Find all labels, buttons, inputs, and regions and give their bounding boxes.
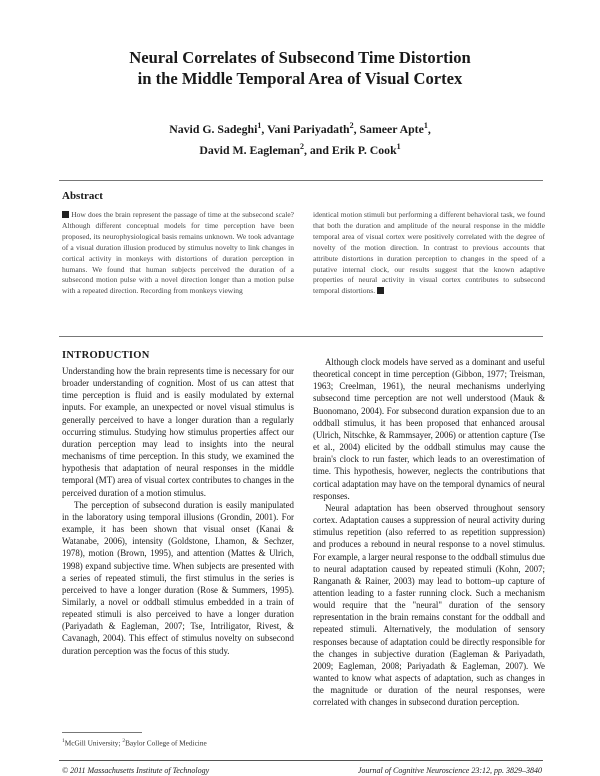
abstract-text-right: identical motion stimuli but performing a different behavioral task, we found that both the duration and amplitude of the neural response in the middle temporal area of visual cortex were positively correlated with the degree of novelty of the motion direction. In contrast to previous accounts that attribute distortions in duration perception to changes in the speed of a putative internal clock, our results suggest that the known adaptive properties of neural activity in visual cortex contributes to subsecond temporal distortions. xyxy=(313,210,545,296)
footnote-mark: 2 xyxy=(122,738,126,744)
author-separator: , xyxy=(353,121,360,136)
author-name: Vani Pariyadath xyxy=(267,121,350,136)
journal-citation: Journal of Cognitive Neuroscience 23:12, pp. 3829–3840 xyxy=(357,766,542,775)
footnote-rule xyxy=(62,732,142,733)
footer-rule xyxy=(59,760,543,761)
author-separator: , xyxy=(427,121,431,136)
abstract-bottom-rule xyxy=(59,336,543,337)
abstract-heading: Abstract xyxy=(62,190,103,202)
abstract-start-square-icon xyxy=(62,211,69,218)
author-list xyxy=(60,117,540,159)
affiliation-mark: 2 xyxy=(299,141,304,151)
affiliation-mark: 2 xyxy=(349,121,354,130)
author-name: David M. Eagleman xyxy=(199,142,300,157)
author-name: Erik P. Cook xyxy=(331,142,397,157)
affiliation-mark: 1 xyxy=(423,121,428,130)
title-line: Neural Correlates of Subsecond Time Distortion xyxy=(129,48,471,67)
affiliation-footnote xyxy=(62,738,207,747)
paragraph: Although clock models have served as a dominant and useful theoretical concept in time perception (Gibbon, 1977; Treisman, 1963; Creelman, 1961), the neural mechanisms underlying subsecond time perception are not well understood (Mauk & Buonomano, 2004). For subsecond duration expansion due to an oddball stimulus, it has been proposed that enhanced arousal (Ulrich, Nitschke, & Rammsayer, 2006) or attention capture (Tse et al., 2004) elicited by the oddball stimulus may cause the brain's clock to run faster, which leads to an overestimation of time. This hypothesis, however, neglects the contributions that cortical adaptation may have on the temporal dynamics of neural responses. xyxy=(313,357,545,501)
body-column-right xyxy=(313,356,545,709)
footnote-text: Baylor College of Medicine xyxy=(125,738,207,748)
section-heading-introduction: INTRODUCTION xyxy=(62,350,150,361)
body-column-left xyxy=(62,365,294,657)
abstract-column-left xyxy=(62,210,294,297)
abstract-end-square-icon xyxy=(377,287,384,294)
author-separator: , xyxy=(261,121,268,136)
paragraph: Neural adaptation has been observed throughout sensory cortex. Adaptation causes a suppression of neural activity during stimulus repetition (also referred to as repetition suppression) and produces a rebound in neural response to a novel stimulus. For example, a larger neural response to the oddball stimulus due to neural adaptation caused by repeated stimuli (Kohn, 2007; Ranganath & Rainer, 2003) may lead to bottom–up capture of attention leading to a faster running clock. Such a mechanism would require that the "neural" duration of the sensory representation in the brain remains constant for the oddball and repeated stimuli. Alternatively, the modulation of sensory responses because of adaptation could be directly responsible for the changes in subjective duration (Eagleman & Pariyadath, 2009; Eagleman, 2008; Pariyadath & Eagleman, 2007). We wanted to know what aspects of adaptation, such as changes in the magnitude or duration of the neural responses, were correlated with changes in subsecond duration perception. xyxy=(313,502,545,708)
title-line: in the Middle Temporal Area of Visual Cortex xyxy=(137,69,463,88)
copyright-notice: © 2011 Massachusetts Institute of Technology xyxy=(62,766,210,775)
author-name: Navid G. Sadeghi xyxy=(169,121,258,136)
abstract-column-right xyxy=(313,210,545,297)
affiliation-mark: 1 xyxy=(396,141,401,151)
author-separator: , and xyxy=(303,142,332,157)
affiliation-mark: 1 xyxy=(257,121,262,130)
paragraph: The perception of subsecond duration is easily manipulated in the laboratory using temporal illusions (Grondin, 2001). For example, it has been shown that visual onset (Kanai & Watanabe, 2006), intensity (Goldstone, Lhamon, & Sechzer, 1978), motion (Brown, 1995), and attention (Mattes & Ulrich, 1998) expand subjective time. When subjects are presented with a series of repeated stimuli, the first stimulus in the series is perceived to have a longer duration (Rose & Summers, 1995). Similarly, a novel or oddball stimulus embedded in a train of repeated stimuli is also perceived to have a longer duration (Pariyadath & Eagleman, 2007; Tse, Intriligator, Rivest, & Cavanagh, 2004). This effect of stimulus novelty on subsecond duration perception was the focus of this study. xyxy=(62,499,294,656)
author-line xyxy=(60,138,540,159)
author-name: Sameer Apte xyxy=(359,121,424,136)
paragraph: Understanding how the brain represents time is necessary for our broader understanding of cognition. Most of us can attest that time perception is fluid and is easily modulated by external inputs. For example, an unexpected or novel visual stimulus is generally perceived to have a longer duration than a regularly occurring stimulus. Studying how stimulus properties affect our duration perception may lead to insights into the neural mechanisms of time perception. In this study, we examined the hypothesis that adaptation of neural responses in the middle temporal (MT) area of visual cortex contributes to changes in the perceived duration of a motion stimulus. xyxy=(62,366,294,498)
abstract-text-left: How does the brain represent the passage of time at the subsecond scale? Although different conceptual models for time perception have been proposed, its neurophysiological basis remains unknown. We took advantage of a visual duration illusion produced by stimulus novelty to link changes in cortical activity in monkeys with distortions of duration perception in humans. We found that human subjects perceived the duration of a subsecond motion pulse with a novel direction longer than a motion pulse with a repeated direction. Recording from monkeys viewing xyxy=(62,210,294,296)
author-line xyxy=(60,117,540,138)
footnote-mark: 1 xyxy=(62,738,65,744)
footnote-text: McGill University; xyxy=(64,738,123,748)
abstract-top-rule xyxy=(59,180,543,181)
paper-title xyxy=(40,47,560,89)
